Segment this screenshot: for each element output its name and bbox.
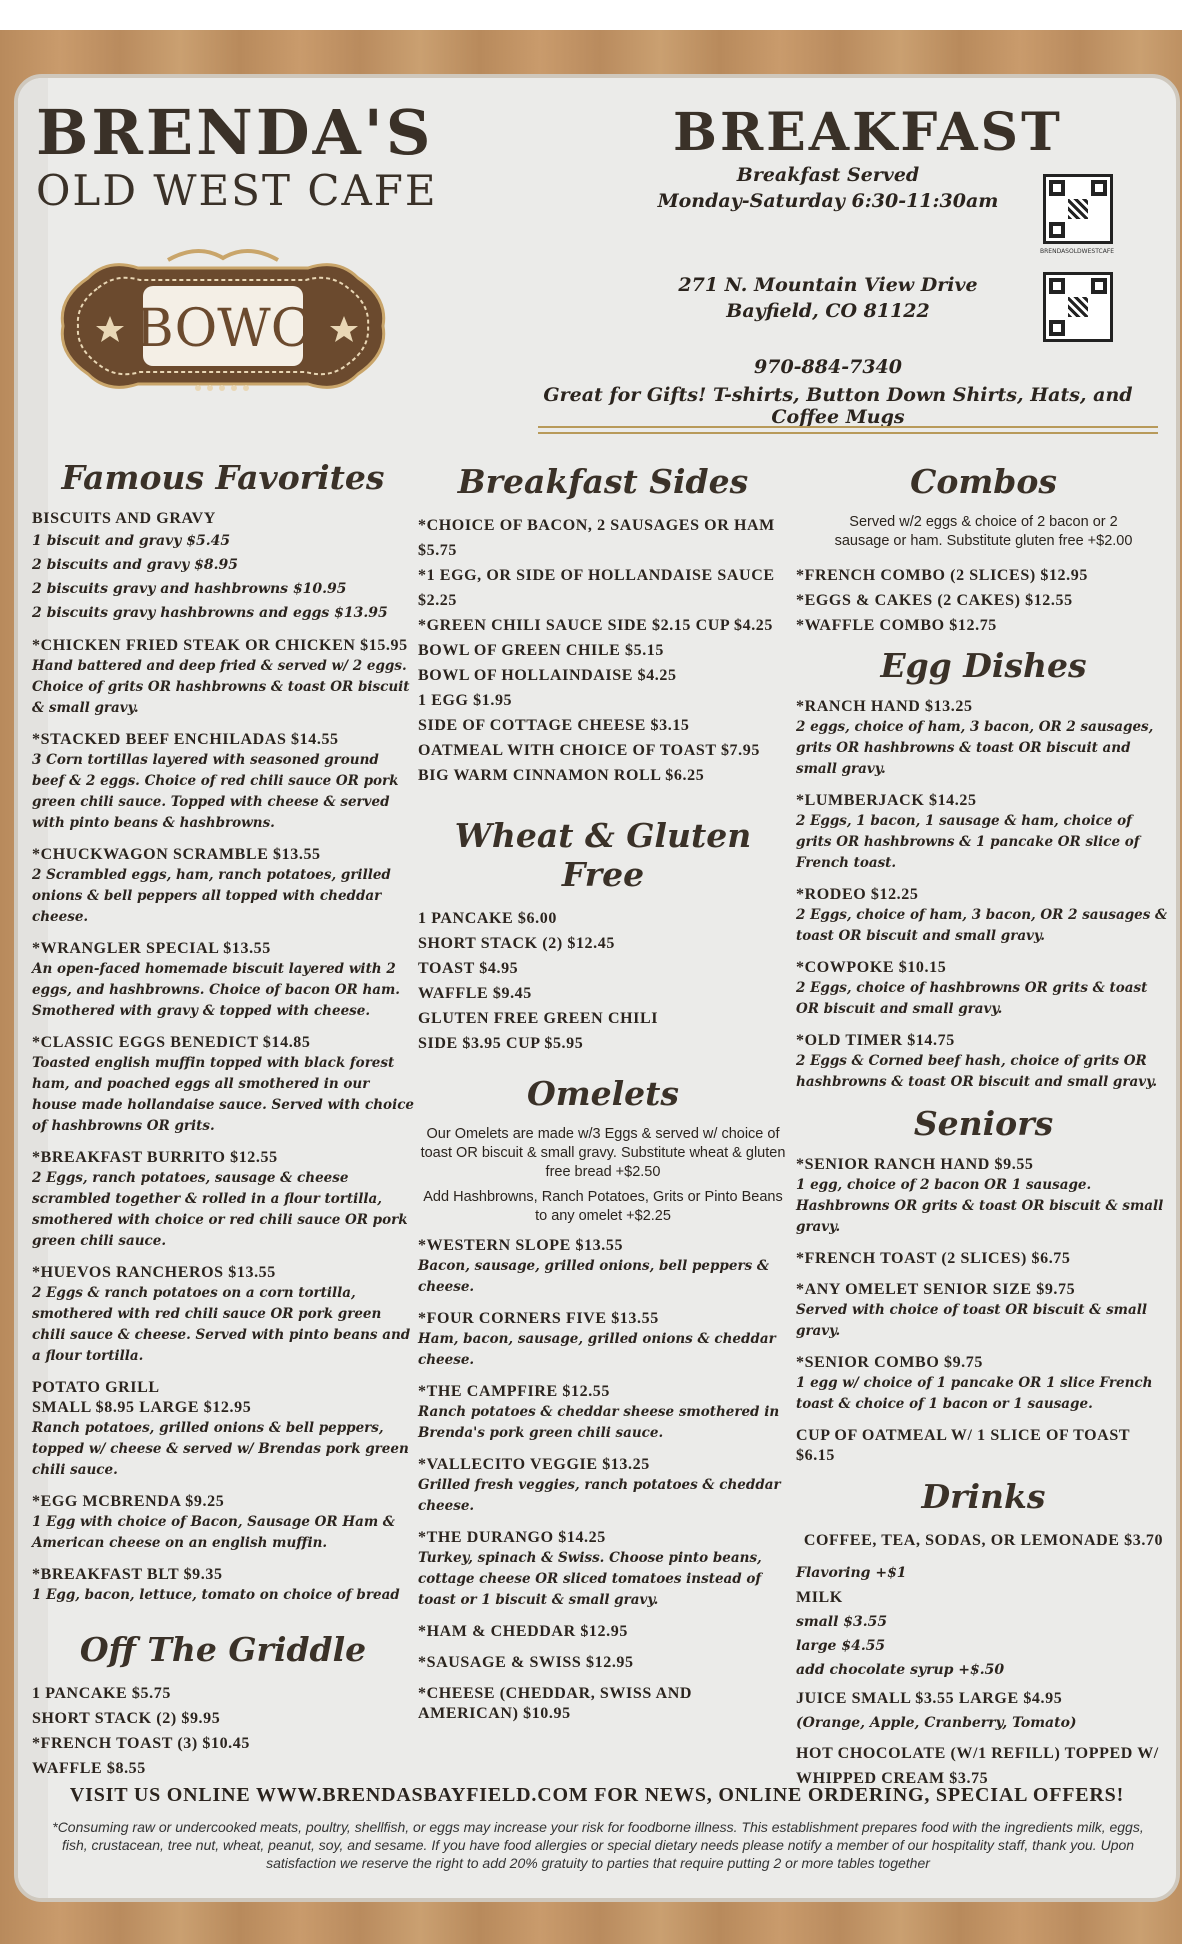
menu-item-biscuits <box>32 509 414 625</box>
address-line2: Bayfield, CO 81122 <box>726 300 930 322</box>
item-name: *FOUR CORNERS FIVE $13.55 <box>418 1310 659 1327</box>
menu-item <box>796 1426 1171 1466</box>
menu-item <box>418 1684 788 1724</box>
logo-text: BOWC <box>135 299 311 359</box>
menu-item <box>32 730 414 834</box>
griddle-item: *FRENCH TOAST (3) $10.45 <box>32 1735 250 1752</box>
gluten-free-item: GLUTEN FREE GREEN CHILI <box>418 1010 659 1027</box>
section-title-famous-favorites: Famous Favorites <box>61 458 385 497</box>
biscuit-option: 1 biscuit and gravy $5.45 <box>32 533 231 549</box>
menu-item <box>796 697 1171 780</box>
menu-item <box>796 885 1171 947</box>
item-name: *BREAKFAST BURRITO $12.55 <box>32 1149 278 1166</box>
menu-item <box>32 845 414 928</box>
item-description: 1 Egg with choice of Bacon, Sausage OR Ham & American cheese on an english muffin. <box>32 1514 395 1551</box>
column-left <box>32 458 414 1781</box>
column-right <box>796 462 1171 1791</box>
drinks-milk: MILK <box>796 1589 843 1606</box>
side-item: BOWL OF HOLLAINDAISE $4.25 <box>418 667 677 684</box>
menu-item <box>32 1492 414 1554</box>
item-name: *RANCH HAND $13.25 <box>796 698 973 715</box>
item-description: 3 Corn tortillas layered with seasoned ground beef & 2 eggs. Choice of red chili sauce OR pork green chili sauce. Topped with cheese & served with pinto beans & hashbrowns. <box>32 752 399 831</box>
menu-item <box>32 1033 414 1137</box>
gluten-free-item: TOAST $4.95 <box>418 960 519 977</box>
menu-item <box>32 1378 414 1481</box>
item-name: *CHICKEN FRIED STEAK OR CHICKEN $15.95 <box>32 637 408 654</box>
item-description: 1 egg w/ choice of 1 pancake OR 1 slice French toast & choice of 1 bacon or 1 sausage. <box>796 1375 1153 1412</box>
item-name: *THE CAMPFIRE $12.55 <box>418 1383 610 1400</box>
gluten-free-item: SHORT STACK (2) $12.45 <box>418 935 615 952</box>
menu-item <box>796 1249 1171 1269</box>
item-name: *WESTERN SLOPE $13.55 <box>418 1237 624 1254</box>
menu-item <box>418 1236 788 1298</box>
website-banner[interactable]: VISIT US ONLINE WWW.BRENDASBAYFIELD.COM FOR NEWS, ONLINE ORDERING, SPECIAL OFFERS! <box>69 1784 1125 1806</box>
item-description: Ranch potatoes, grilled onions & bell peppers, topped w/ cheese & served w/ Brendas pork green chili sauce. <box>32 1420 409 1478</box>
section-title-off-the-griddle: Off The Griddle <box>79 1630 367 1669</box>
item-description: 2 Scrambled eggs, ham, ranch potatoes, grilled onions & bell peppers all topped with cheddar cheese. <box>32 867 391 925</box>
menu-item <box>418 1528 788 1611</box>
combo-item: *FRENCH COMBO (2 SLICES) $12.95 <box>796 567 1088 584</box>
photo-top-edge <box>0 0 1182 30</box>
item-description: 2 Eggs & ranch potatoes on a corn tortilla, smothered with red chili sauce OR pork green chili sauce & cheese. Served with pinto beans and a flour tortilla. <box>32 1285 411 1364</box>
brand-name: BRENDA'S <box>36 96 434 169</box>
omelets-addons-note: Add Hashbrowns, Ranch Potatoes, Grits or Pinto Beans to any omelet +$2.25 <box>423 1189 783 1224</box>
item-description: Hand battered and deep fried & served w/ 2 eggs. Choice of grits OR hashbrowns & toast OR biscuit & small gravy. <box>32 658 410 716</box>
menu-item <box>796 791 1171 874</box>
hours-label: Monday-Saturday 6:30-11:30am <box>657 190 999 212</box>
biscuit-option: 2 biscuits and gravy $8.95 <box>32 557 238 573</box>
combo-item: *EGGS & CAKES (2 CAKES) $12.55 <box>796 592 1073 609</box>
item-description: 2 eggs, choice of ham, 3 bacon, OR 2 sausages, grits OR hashbrowns & toast OR biscuit and small gravy. <box>796 719 1154 777</box>
section-title-omelets: Omelets <box>526 1074 679 1113</box>
allergy-disclaimer: *Consuming raw or undercooked meats, poultry, shellfish, or eggs may increase your risk for foodborne illness. This establishment prepares food with the ingredients milk, eggs, fish, crustacean, tree nut, wheat, peanut, soy, and sesame. If you have food allergies or special dietary needs please notify a member of our hospitality staff, thank you. Upon satisfaction we reserve the right to add 20% gratuity to parties that require putting 2 or more tables together <box>52 1819 1144 1871</box>
served-label: Breakfast Served <box>736 164 920 186</box>
column-middle <box>418 462 788 1735</box>
item-description: Ham, bacon, sausage, grilled onions & cheddar cheese. <box>418 1331 776 1368</box>
item-description: Turkey, spinach & Swiss. Choose pinto beans, cottage cheese OR sliced tomatoes instead of toast or 1 biscuit & small gravy. <box>418 1550 762 1608</box>
item-name: *VALLECITO VEGGIE $13.25 <box>418 1456 650 1473</box>
item-description: Bacon, sausage, grilled onions, bell peppers & cheese. <box>418 1258 770 1295</box>
address-line1: 271 N. Mountain View Drive <box>678 274 978 296</box>
item-name: *HAM & CHEDDAR $12.95 <box>418 1623 628 1640</box>
item-description: 2 Eggs & Corned beef hash, choice of grits OR hashbrowns & toast OR biscuit and small gravy. <box>796 1053 1158 1090</box>
biscuit-option: 2 biscuits gravy and hashbrowns $10.95 <box>32 581 347 597</box>
item-description: Grilled fresh veggies, ranch potatoes & cheddar cheese. <box>418 1477 781 1514</box>
item-description: 1 Egg, bacon, lettuce, tomato on choice of bread <box>32 1587 400 1603</box>
item-price-sizes: SMALL $8.95 LARGE $12.95 <box>32 1399 252 1416</box>
phone-number: 970-884-7340 <box>754 356 902 378</box>
menu-item <box>32 1148 414 1252</box>
menu-item <box>796 958 1171 1020</box>
menu-item <box>418 1455 788 1517</box>
menu-item <box>796 1280 1171 1342</box>
griddle-item: 1 PANCAKE $5.75 <box>32 1685 171 1702</box>
side-item: 1 EGG $1.95 <box>418 692 513 709</box>
item-name: BISCUITS AND GRAVY <box>32 510 216 527</box>
instagram-qr-code[interactable] <box>1043 174 1113 244</box>
menu-item <box>418 1382 788 1444</box>
item-name: *COWPOKE $10.15 <box>796 959 947 976</box>
section-title-seniors: Seniors <box>913 1104 1054 1143</box>
gluten-free-item: SIDE $3.95 CUP $5.95 <box>418 1035 584 1052</box>
item-name: *FRENCH TOAST (2 SLICES) $6.75 <box>796 1250 1071 1267</box>
section-title-gluten-free: Wheat & Gluten Free <box>454 816 752 894</box>
omelets-note: Our Omelets are made w/3 Eggs & served w/ choice of toast OR biscuit & small gravy. Substitute wheat & gluten free bread +$2.50 <box>420 1126 786 1180</box>
side-item: OATMEAL WITH CHOICE OF TOAST $7.95 <box>418 742 760 759</box>
item-description: Toasted english muffin topped with black forest ham, and poached eggs all smothered in our house made hollandaise sauce. Served with choice of hashbrowns OR grits. <box>32 1055 415 1134</box>
side-item: BOWL OF GREEN CHILE $5.15 <box>418 642 664 659</box>
menu-item <box>32 939 414 1022</box>
item-name: *SAUSAGE & SWISS $12.95 <box>418 1654 634 1671</box>
menu-item <box>796 1353 1171 1415</box>
menu-item <box>32 1565 414 1606</box>
drinks-flavoring: Flavoring +$1 <box>796 1565 907 1581</box>
item-name: *CHEESE (CHEDDAR, SWISS AND AMERICAN) $10.95 <box>418 1685 693 1722</box>
section-title-egg-dishes: Egg Dishes <box>880 646 1087 685</box>
item-name: *CLASSIC EGGS BENEDICT $14.85 <box>32 1034 311 1051</box>
item-description: 2 Eggs, 1 bacon, 1 sausage & ham, choice of grits OR hashbrowns & 1 pancake OR slice of French toast. <box>796 813 1140 871</box>
item-name: *HUEVOS RANCHEROS $13.55 <box>32 1264 276 1281</box>
menu-item <box>32 1263 414 1367</box>
item-name: *WRANGLER SPECIAL $13.55 <box>32 940 271 957</box>
drinks-hot-chocolate-cont: WHIPPED CREAM $3.75 <box>796 1770 989 1787</box>
menu-item <box>32 636 414 719</box>
item-name: *ANY OMELET SENIOR SIZE $9.75 <box>796 1281 1076 1298</box>
menu-item <box>418 1653 788 1673</box>
bowc-logo <box>48 238 398 413</box>
logo-stars-row <box>195 385 249 391</box>
combo-item: *WAFFLE COMBO $12.75 <box>796 617 997 634</box>
menu-item <box>418 1309 788 1371</box>
item-description: 2 Eggs, choice of ham, 3 bacon, OR 2 sausages & toast OR biscuit and small gravy. <box>796 907 1168 944</box>
menu-card <box>14 74 1180 1902</box>
item-name: *STACKED BEEF ENCHILADAS $14.55 <box>32 731 339 748</box>
side-item: *CHOICE OF BACON, 2 SAUSAGES OR HAM $5.75 <box>418 517 775 559</box>
drinks-juice: JUICE SMALL $3.55 LARGE $4.95 <box>796 1690 1063 1707</box>
menu-item <box>796 1031 1171 1093</box>
section-title-combos: Combos <box>910 462 1057 501</box>
item-name: *OLD TIMER $14.75 <box>796 1032 955 1049</box>
item-description: 1 egg, choice of 2 bacon OR 1 sausage. Hashbrowns OR grits & toast OR biscuit & small gravy. <box>796 1177 1164 1235</box>
item-name: *BREAKFAST BLT $9.35 <box>32 1566 223 1583</box>
qr-caption: BRENDASOLDWESTCAFE <box>1040 248 1115 255</box>
side-item: *GREEN CHILI SAUCE SIDE $2.15 CUP $4.25 <box>418 617 774 634</box>
item-description: Ranch potatoes & cheddar sheese smothered in Brenda's pork green chili sauce. <box>418 1404 780 1441</box>
combos-note: Served w/2 eggs & choice of 2 bacon or 2 sausage or ham. Substitute gluten free +$2.00 <box>834 514 1133 549</box>
item-name: *EGG MCBRENDA $9.25 <box>32 1493 225 1510</box>
item-name: *CHUCKWAGON SCRAMBLE $13.55 <box>32 846 321 863</box>
drinks-juice-types: (Orange, Apple, Cranberry, Tomato) <box>796 1715 1077 1731</box>
page-title: BREAKFAST <box>673 102 1063 163</box>
menu-item <box>418 1622 788 1642</box>
item-name: *LUMBERJACK $14.25 <box>796 792 977 809</box>
item-description: 2 Eggs, choice of hashbrowns OR grits & toast OR biscuit and small gravy. <box>796 980 1148 1017</box>
menu-item <box>796 1155 1171 1238</box>
griddle-item: WAFFLE $8.55 <box>32 1760 146 1777</box>
item-name: CUP OF OATMEAL W/ 1 SLICE OF TOAST $6.15 <box>796 1427 1130 1464</box>
item-name: *THE DURANGO $14.25 <box>418 1529 606 1546</box>
side-item: BIG WARM CINNAMON ROLL $6.25 <box>418 767 705 784</box>
biscuit-option: 2 biscuits gravy hashbrowns and eggs $13.95 <box>32 605 388 621</box>
drinks-milk-chocolate: add chocolate syrup +$.50 <box>796 1662 1005 1678</box>
gifts-line: Great for Gifts! T-shirts, Button Down Shirts, Hats, and Coffee Mugs <box>543 384 1133 428</box>
section-title-drinks: Drinks <box>921 1477 1046 1516</box>
header-divider <box>538 426 1158 434</box>
item-name: POTATO GRILL <box>32 1379 160 1396</box>
section-title-breakfast-sides: Breakfast Sides <box>457 462 749 501</box>
website-qr-code[interactable] <box>1043 272 1113 342</box>
drinks-milk-small: small $3.55 <box>796 1614 888 1630</box>
item-name: *RODEO $12.25 <box>796 886 919 903</box>
brand-subtitle: OLD WEST CAFE <box>36 166 438 215</box>
item-description: 2 Eggs, ranch potatoes, sausage & cheese scrambled together & rolled in a flour tortilla, smothered with choice or red chili sauce OR pork green chili sauce. <box>32 1170 408 1249</box>
drinks-hot-chocolate: HOT CHOCOLATE (W/1 REFILL) TOPPED W/ <box>796 1745 1159 1762</box>
side-item: *1 EGG, OR SIDE OF HOLLANDAISE SAUCE $2.25 <box>418 567 775 609</box>
drinks-coffee: COFFEE, TEA, SODAS, OR LEMONADE $3.70 <box>803 1532 1164 1549</box>
item-name: *SENIOR RANCH HAND $9.55 <box>796 1156 1034 1173</box>
item-description: An open-faced homemade biscuit layered with 2 eggs, and hashbrowns. Choice of bacon OR ham. Smothered with gravy & topped with cheese. <box>32 961 401 1019</box>
item-description: Served with choice of toast OR biscuit & small gravy. <box>796 1302 1147 1339</box>
item-name: *SENIOR COMBO $9.75 <box>796 1354 983 1371</box>
drinks-milk-large: large $4.55 <box>796 1638 886 1654</box>
gluten-free-item: 1 PANCAKE $6.00 <box>418 910 557 927</box>
griddle-item: SHORT STACK (2) $9.95 <box>32 1710 221 1727</box>
gluten-free-item: WAFFLE $9.45 <box>418 985 532 1002</box>
side-item: SIDE OF COTTAGE CHEESE $3.15 <box>418 717 690 734</box>
